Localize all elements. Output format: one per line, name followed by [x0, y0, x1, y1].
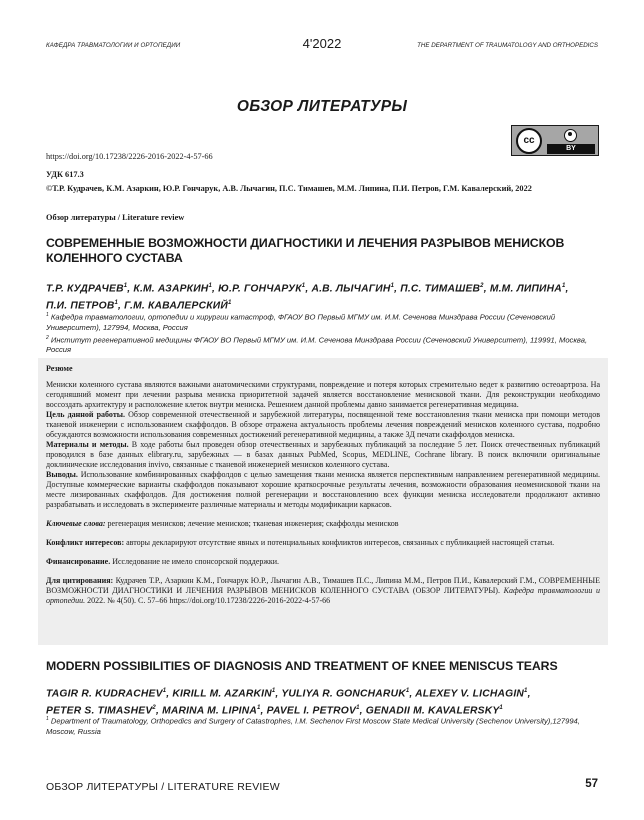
abstract-body — [46, 380, 600, 606]
author-name: П.И. ПЕТРОВ — [46, 300, 115, 312]
author-affiliation-mark: 1 — [162, 688, 167, 694]
author-name: PETER S. TIMASHEV — [46, 705, 153, 717]
author-name: MARINA M. LIPINA — [162, 705, 257, 717]
author-affiliation-mark: 2 — [152, 705, 156, 712]
affiliation-ru-1: $^1$ Кафедра травматологии, ортопедии и хирургии катастроф, ФГАОУ ВО Первый МГМУ им. И.М. Сеченова Минздрава России (Сеченовский Университет), 127994, Москва, Россия — [46, 312, 556, 332]
author-name: П.С. ТИМАШЕВ — [400, 283, 481, 295]
article-title-ru: СОВРЕМЕННЫЕ ВОЗМОЖНОСТИ ДИАГНОСТИКИ И ЛЕЧЕНИЯ РАЗРЫВОВ МЕНИСКОВ КОЛЕННОГО СУСТАВА — [46, 236, 565, 265]
authors-en-line: PETER S. TIMASHEV$^2$, MARINA M. LIPINA$^1$, PAVEL I. PETROV$^1$, GENADII M. KAVALERSKY$^1$ — [46, 705, 503, 717]
cc-icon: cc — [516, 128, 542, 154]
affiliation-en-1: $^1$ Department of Traumatology, Orthopedics and Surgery of Catastrophes, I.M. Sechenov First Moscow State Medical University (Sechenov University),127994, Moscow, Russia — [46, 716, 580, 736]
author-name: PAVEL I. PETROV — [266, 705, 357, 717]
author-affiliation-mark: 1 — [208, 283, 212, 289]
author-affiliation-mark: 1 — [123, 283, 128, 289]
author-name: Ю.Р. ГОНЧАРУК — [218, 283, 302, 295]
abstract-conclusions: Выводы. Использование комбинированных скаффолдов с целью замещения ткани мениска является перспективным направлением регенеративной медицины. Доступные коммерческие варианты скаффолдов показывают хорошие краткосрочные результаты лечения, возможности образования неоменисковой ткани на месте лизированных скаффолдов. Для достижения полной регенерации и восстановлению всех функции мениска исследователи продолжают активно разрабатывать и исследовать в эксперименте различные материалы и методы модификации каркасов. — [46, 470, 600, 509]
author-name: ALEXEY V. LICHAGIN — [415, 688, 525, 700]
author-name: Т.Р. КУДРАЧЕВ — [46, 283, 124, 295]
author-affiliation-mark: 1 — [405, 688, 410, 694]
author-affiliation-mark: 1 — [114, 300, 119, 307]
copyright-line: ©Т.Р. Кудрачев, К.М. Азаркин, Ю.Р. Гончарук, А.В. Лычагин, П.С. Тимашев, М.М. Липина, П.И. Петров, Г.М. Кавалерский, 2022 — [46, 184, 532, 193]
authors-ru-line: Т.Р. КУДРАЧЕВ$^1$, К.М. АЗАРКИН$^1$, Ю.Р. ГОНЧАРУК$^1$, А.В. ЛЫЧАГИН$^1$, П.С. ТИМАШЕВ$^2$, М.М. ЛИПИНА$^1$, — [46, 283, 569, 295]
abstract-citation: Для цитирования: Кудрачев Т.Р., Азаркин К.М., Гончарук Ю.Р., Лычагин А.В., Тимашев П.С., Липина М.М., Петров П.И., Кавалерский Г.М., СОВРЕМЕННЫЕ ВОЗМОЖНОСТИ ДИАГНОСТИКИ И ЛЕЧЕНИЯ РАЗРЫВОВ МЕНИСКОВ КОЛЕННОГО СУСТАВА (ОБЗОР ЛИТЕРАТУРЫ). Кафедра травматологии и ортопедии. 2022. № 4(50). С. 57–66 https://doi.org/10.17238/2226-2016-2022-4-57-66 — [46, 576, 601, 605]
author-affiliation-mark: 1 — [499, 705, 503, 712]
article-title-en: MODERN POSSIBILITIES OF DIAGNOSIS AND TREATMENT OF KNEE MENISCUS TEARS — [46, 659, 558, 673]
affiliations-en — [46, 714, 602, 737]
author-affiliation-mark: 1 — [256, 705, 261, 712]
abstract-heading: Резюме — [46, 364, 73, 373]
affiliations-ru — [46, 310, 602, 355]
abstract-box — [38, 358, 608, 645]
author-affiliation-mark: 1 — [227, 300, 232, 307]
author-name: М.М. ЛИПИНА — [489, 283, 562, 295]
author-name: А.В. ЛЫЧАГИН — [311, 283, 391, 295]
authors-ru — [46, 279, 602, 314]
running-header — [46, 38, 598, 54]
author-affiliation-mark: 1 — [524, 688, 528, 694]
article-category: Обзор литературы / Literature review — [46, 213, 185, 222]
journal-name-en: THE DEPARTMENT OF TRAUMATOLOGY AND ORTHOPEDICS — [417, 42, 598, 49]
author-affiliation-mark: 1 — [301, 283, 306, 289]
author-affiliation-mark: 1 — [390, 283, 395, 289]
author-affiliation-mark: 1 — [356, 705, 360, 712]
abstract-keywords: Ключевые слова: регенерация менисков; лечение менисков; тканевая инженерия; скаффолды менисков — [46, 519, 399, 528]
issue-number: 4'2022 — [302, 36, 342, 51]
abstract-methods: Материалы и методы. В ходе работы был проведен обзор отечественных и зарубежных публикаций за последние 5 лет. Поиск отечественных публикаций проводился в базе данных elibrary.ru, зарубежных — в базах данных PubMed, Scopus, MEDLINE, Cochrane library. В поиск включили оригинальные доклинические исследования invivo, связанные с тканевой инженерией менисков коленного сустава. — [46, 440, 600, 469]
attribution-person-icon — [564, 129, 577, 142]
author-name: YULIYA R. GONCHARUK — [281, 688, 406, 700]
doi-link[interactable]: https://doi.org/10.17238/2226-2016-2022-4-57-66 — [46, 152, 213, 161]
by-label: BY — [547, 144, 595, 154]
affiliation-ru-2: $^2$ Институт регенеративной медицины ФГАОУ ВО Первый МГМУ им. И.М. Сеченова Минздрава России (Сеченовский Университет), 119991, Москва, Россия — [46, 334, 588, 355]
abstract-conflict: Конфликт интересов: авторы декларируют отсутствие явных и потенциальных конфликтов интересов, связанных с публикацией настоящей статьи. — [46, 538, 555, 547]
abstract-intro: Мениски коленного сустава являются важными анатомическими структурами, повреждение и потеря которых стремительно ведет к развитию остеоартроза. На сегодняшний момент при лечении разрыва мениска приоритетной задачей является восстановление менисковой ткани. Для реконструкции необходимо воссоздать архитектуру и расположение клеток внутри мениска. Решением данной проблемы давно занимается регенеративная медицина. — [46, 380, 600, 409]
abstract-funding: Финансирование. Исследование не имело спонсорской поддержки. — [46, 557, 280, 566]
abstract-aim: Цель данной работы. Обзор современной отечественной и зарубежной литературы, посвященной теме восстановления ткани мениска при помощи методов тканевой инженерии с использованием скаффолдов. В обзоре отражена актуальность проблемы лечения повреждений менисков коленного сустава, подробно обсуждаются возможности использования современных достижений регенеративной медицины, а также 3Д печати скаффолдов мениска. — [46, 410, 601, 439]
udk-code: УДК 617.3 — [46, 170, 84, 179]
author-affiliation-mark: 1 — [271, 688, 276, 694]
journal-name-ru: КАФЕДРА ТРАВМАТОЛОГИИ И ОРТОПЕДИИ — [46, 42, 181, 49]
footer-section-label: ОБЗОР ЛИТЕРАТУРЫ / LITERATURE REVIEW — [46, 781, 280, 793]
section-title: ОБЗОР ЛИТЕРАТУРЫ — [236, 98, 408, 115]
author-name: Г.М. КАВАЛЕРСКИЙ — [124, 300, 228, 312]
author-name: TAGIR R. KUDRACHEV — [46, 688, 163, 700]
page-number: 57 — [585, 778, 598, 790]
authors-en-line: TAGIR R. KUDRACHEV$^1$, KIRILL M. AZARKIN$^1$, YULIYA R. GONCHARUK$^1$, ALEXEY V. LICHAGIN$^1$, — [46, 688, 531, 700]
author-name: К.М. АЗАРКИН — [133, 283, 209, 295]
author-name: GENADII M. KAVALERSKY — [365, 705, 500, 717]
authors-ru-line: П.И. ПЕТРОВ$^1$, Г.М. КАВАЛЕРСКИЙ$^1$ — [46, 300, 232, 312]
author-affiliation-mark: 2 — [480, 283, 484, 289]
author-affiliation-mark: 1 — [561, 283, 566, 289]
author-name: KIRILL M. AZARKIN — [172, 688, 272, 700]
